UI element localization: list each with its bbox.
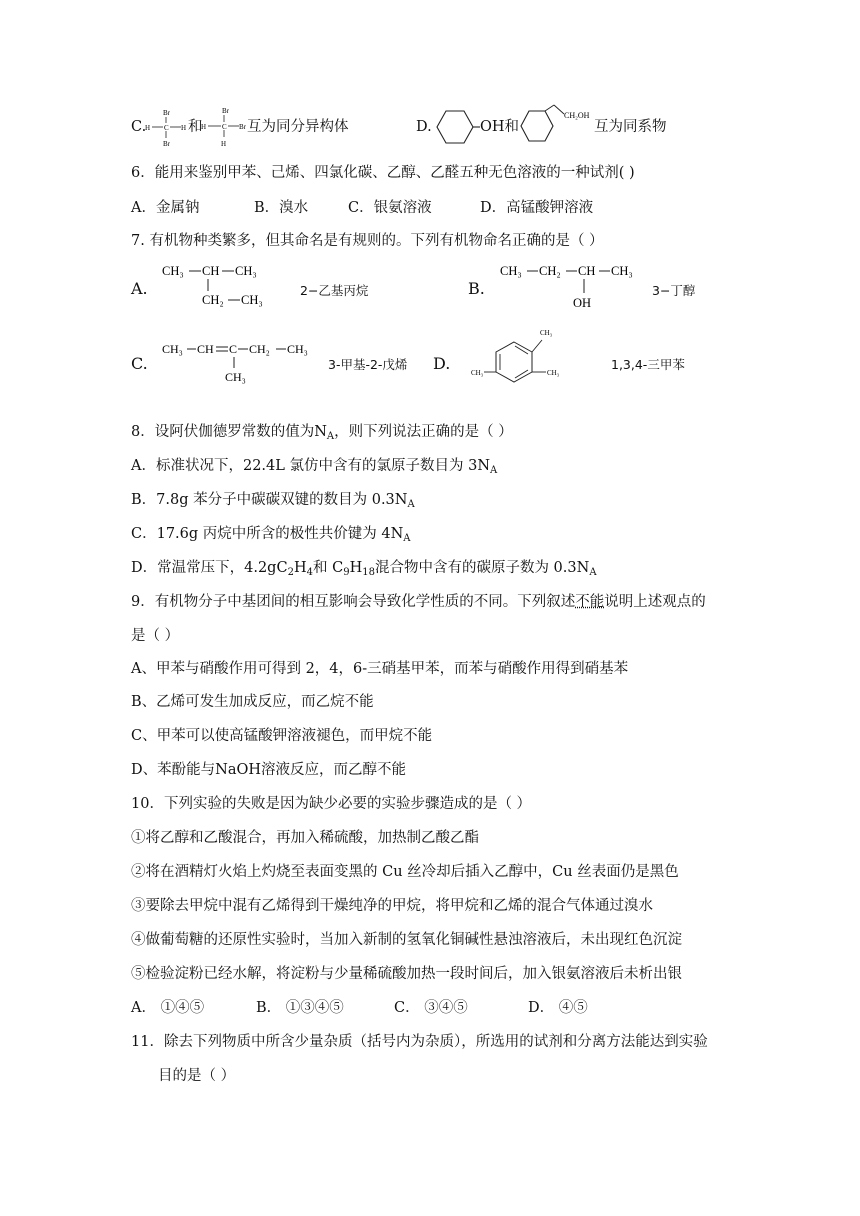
q5-option-c-text: 互为同分异构体 — [247, 119, 349, 135]
q9-stem-line2: 是（ ） — [131, 628, 180, 644]
q10-item-2: ②将在酒精灯火焰上灼烧至表面变黑的 Cu 丝冷却后插入乙醇中，Cu 丝表面仍是黑色 — [131, 864, 679, 880]
q10-option-b: B． ①③④⑤ — [256, 1000, 344, 1016]
q5-d-benzyl-alcohol — [518, 102, 596, 148]
q7-option-d-label: D. — [433, 354, 451, 373]
q6-stem: 6．能用来鉴别甲苯、己烯、四氯化碳、乙醇、乙醛五种无色溶液的一种试剂( ) — [131, 165, 635, 181]
atom-br-bottom: Br — [163, 140, 170, 148]
svg-text:CH₃: CH₃ — [162, 342, 183, 356]
q5-c-structure-2 — [201, 104, 253, 148]
q9-option-b: B、乙烯可发生加成反应，而乙烷不能 — [131, 694, 374, 710]
q10-stem: 10．下列实验的失败是因为缺少必要的实验步骤造成的是（ ） — [131, 796, 532, 812]
q7-option-a-name: 2−乙基丙烷 — [300, 283, 369, 298]
q7-d-structure — [470, 322, 590, 392]
q9-option-a: A、甲苯与硝酸作用可得到 2，4，6-三硝基甲苯，而苯与硝酸作用得到硝基苯 — [131, 661, 629, 677]
q6-option-a: A．金属钠 — [131, 200, 200, 216]
q7-option-b-name: 3−丁醇 — [652, 283, 696, 298]
svg-text:CH₃: CH₃ — [287, 342, 308, 356]
svg-text:CH₃: CH₃ — [241, 293, 263, 307]
q8-option-d: D．常温常压下，$4.2gC_2H_4$和 $C_9H_{18}$混合物中含有的碳原子数为 $0.3N_A$ — [131, 560, 597, 578]
q5-d-phenol-ring — [435, 108, 480, 146]
svg-text:OH: OH — [573, 296, 592, 310]
q7-stem: 7. 有机物种类繁多，但其命名是有规则的。下列有机物命名正确的是（ ） — [131, 233, 604, 249]
q8-option-a: A．标准状况下，22.4L 氯仿中含有的氯原子数目为 $3N_A$ — [131, 458, 498, 476]
svg-text:CH₂: CH₂ — [539, 264, 561, 278]
q9-option-c: C、甲苯可以使高锰酸钾溶液褪色，而甲烷不能 — [131, 728, 433, 744]
q6-option-c: C．银氨溶液 — [348, 200, 432, 216]
svg-text:CH₃: CH₃ — [225, 370, 246, 384]
svg-text:Br: Br — [222, 107, 229, 115]
svg-text:CH₃: CH₃ — [471, 369, 484, 377]
atom-c: C — [164, 124, 169, 132]
atom-br-top: Br — [163, 109, 170, 117]
svg-text:Br: Br — [239, 123, 246, 131]
q7-b-structure — [500, 258, 650, 316]
q6-option-d: D．高锰酸钾溶液 — [480, 200, 594, 216]
svg-text:CH: CH — [578, 264, 596, 278]
q5-c-structure-1 — [143, 106, 193, 148]
q9-stem: 9．有机物分子中基团间的相互影响会导致化学性质的不同。下列叙述不能说明上述观点的 — [131, 594, 706, 610]
svg-text:CH₃: CH₃ — [540, 329, 553, 337]
q10-option-c: C． ③④⑤ — [394, 1000, 468, 1016]
q10-item-4: ④做葡萄糖的还原性实验时，当加入新制的氢氧化铜碱性悬浊溶液后，未出现红色沉淀 — [131, 932, 682, 948]
ch2oh-label: CH₂OH — [564, 111, 590, 120]
q7-a-structure — [160, 258, 270, 312]
q7-option-c-name: 3-甲基-2-戊烯 — [328, 357, 408, 372]
q8-stem: 8．设阿伏伽德罗常数的值为$N_A$，则下列说法正确的是（ ） — [131, 424, 513, 442]
svg-text:CH₃: CH₃ — [500, 264, 522, 278]
q10-option-a: A． ①④⑤ — [131, 1000, 205, 1016]
svg-text:CH₃: CH₃ — [611, 264, 633, 278]
svg-text:CH: CH — [197, 342, 214, 356]
q5-d-oh-and: OH和 — [480, 119, 520, 135]
svg-text:H: H — [221, 140, 227, 148]
q5-option-c-label: C. — [131, 119, 147, 135]
q5-c-and: 和 — [188, 119, 203, 135]
svg-text:CH₃: CH₃ — [547, 369, 560, 377]
svg-text:CH₂: CH₂ — [202, 293, 224, 307]
q10-item-3: ③要除去甲烷中混有乙烯得到干燥纯净的甲烷，将甲烷和乙烯的混合气体通过溴水 — [131, 898, 653, 914]
q7-option-d-name: 1,3,4-三甲苯 — [611, 357, 685, 372]
atom-h-right: H — [181, 124, 187, 132]
q10-item-1: ①将乙醇和乙酸混合，再加入稀硫酸，加热制乙酸乙酯 — [131, 830, 479, 846]
q5-option-d-label: D. — [416, 119, 432, 135]
q7-option-a-label: A. — [131, 279, 148, 298]
q9-emphasis-not: 不能 — [575, 594, 605, 610]
q10-item-5: ⑤检验淀粉已经水解，将淀粉与少量稀硫酸加热一段时间后，加入银氨溶液后未析出银 — [131, 966, 682, 982]
q9-option-d: D、苯酚能与NaOH溶液反应，而乙醇不能 — [131, 762, 406, 778]
svg-text:CH₂: CH₂ — [249, 342, 270, 356]
q7-option-c-label: C. — [131, 354, 148, 373]
q11-stem-line2: 目的是（ ） — [158, 1068, 236, 1084]
svg-text:CH: CH — [202, 264, 220, 278]
q11-stem: 11．除去下列物质中所含少量杂质（括号内为杂质），所选用的试剂和分离方法能达到实验 — [131, 1034, 708, 1050]
q7-c-structure — [160, 336, 320, 386]
q7-option-b-label: B. — [468, 279, 485, 298]
svg-text:H: H — [201, 123, 207, 131]
svg-text:CH₃: CH₃ — [162, 264, 184, 278]
q6-option-b: B．溴水 — [254, 200, 309, 216]
q8-option-b: B．7.8g 苯分子中碳碳双键的数目为 $0.3N_A$ — [131, 492, 415, 510]
svg-text:C: C — [229, 342, 238, 356]
q10-option-d: D． ④⑤ — [528, 1000, 588, 1016]
q8-option-c: C．17.6g 丙烷中所含的极性共价键为 $4N_A$ — [131, 526, 411, 544]
svg-text:C: C — [222, 123, 227, 131]
q5-option-d-text: 互为同系物 — [594, 119, 667, 135]
atom-h-left: H — [145, 124, 151, 132]
svg-text:CH₃: CH₃ — [235, 264, 257, 278]
